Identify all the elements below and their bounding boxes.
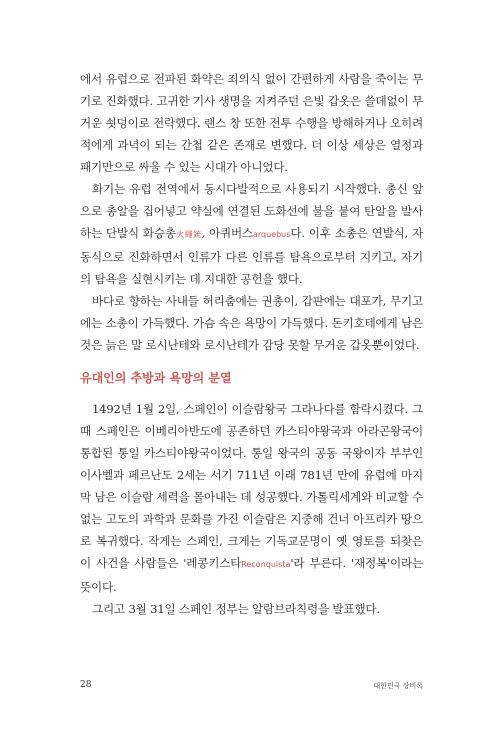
paragraph-granada [80,398,423,598]
paragraph-firearms-text-b: , 아퀴버스 [201,226,253,240]
paragraph-gunpowder: 에서 유럽으로 전파된 화약은 죄의식 없이 간편하게 사람을 죽이는 무기로 진화했다. 고귀한 기사 생명을 지켜주던 은빛 갑옷은 쓸데없이 무거운 쇳덩이로 전락했다. 랜스 창 또한 전투 수행을 방해하거나 오히려 적에게 과녁이 되는 간첩 같은 존재로 변했다. 더 이상 세상은 열정과 패기만으로 싸울 수 있는 시대가 아니었다. [80,72,423,174]
paragraph-granada-text-b: '라 부른다. '재정복'이라는 뜻이다. [80,556,423,594]
paragraph-sea-men: 바다로 향하는 사내들 허리춤에는 권총이, 갑판에는 대포가, 무기고에는 소총이 가득했다. 가슴 속은 욕망이 가득했다. 돈키호테에게 남은 것은 늙은 말 로시난테와 로시난테가 감당 못할 무거운 갑옷뿐이었다. [80,294,423,352]
paragraph-firearms-text-c: 다. 이후 소총은 연발식, 자동식으로 진화하면서 인류가 다른 인류를 탐욕으로부터 지키고, 자기의 탐욕을 실현시키는 데 지대한 공헌을 했다. [80,226,424,286]
gloss-arquebus: arquebus [252,230,291,239]
paragraph-firearms [80,178,423,290]
page-number: 28 [80,680,92,690]
paragraph-alhambra: 그리고 3월 31일 스페인 정부는 알람브라칙령을 발표했다. [92,602,380,616]
running-title: 대한민국 상비록 [373,682,423,690]
paragraph-firearms-text-a: 화기는 유럽 전역에서 동시다발적으로 사용되기 시작했다. 총신 앞으로 총알을 집어넣고 약실에 연결된 도화선에 불을 붙여 탄알을 발사하는 단발식 화승총 [80,182,423,240]
section-heading: 유대인의 추방과 욕망의 분열 [80,371,232,385]
text-block-bottom [80,398,423,620]
paragraph-granada-text-a: 1492년 1월 2일, 스페인이 이슬람왕국 그라나다를 함락시켰다. 그때 스페인은 이베리아반도에 공존하던 카스티야왕국과 아라곤왕국이 통합된 통일 카스티야왕국이었다. 통일 왕국의 공동 국왕이자 부부인 이사벨과 페르난도 2세는 서기 711년 이래 781년 만에 유럽에 마지막 남은 이슬람 세력을 몰아내는 데 성공했다. 가톨릭세계와 비교할 수 없는 고도의 과학과 문화를 가진 이슬람은 지중해 건너 아프리카 땅으로 복귀했다. 작게는 스페인, 크게는 기독교문명이 옛 영토를 되찾은 이 사건을 사람들은 '레콩키스타 [80,402,423,570]
gloss-reconquista: Reconquista [241,560,291,569]
text-block-top [80,68,423,356]
gloss-hanja-matchlock: 火繩銃 [175,230,202,239]
